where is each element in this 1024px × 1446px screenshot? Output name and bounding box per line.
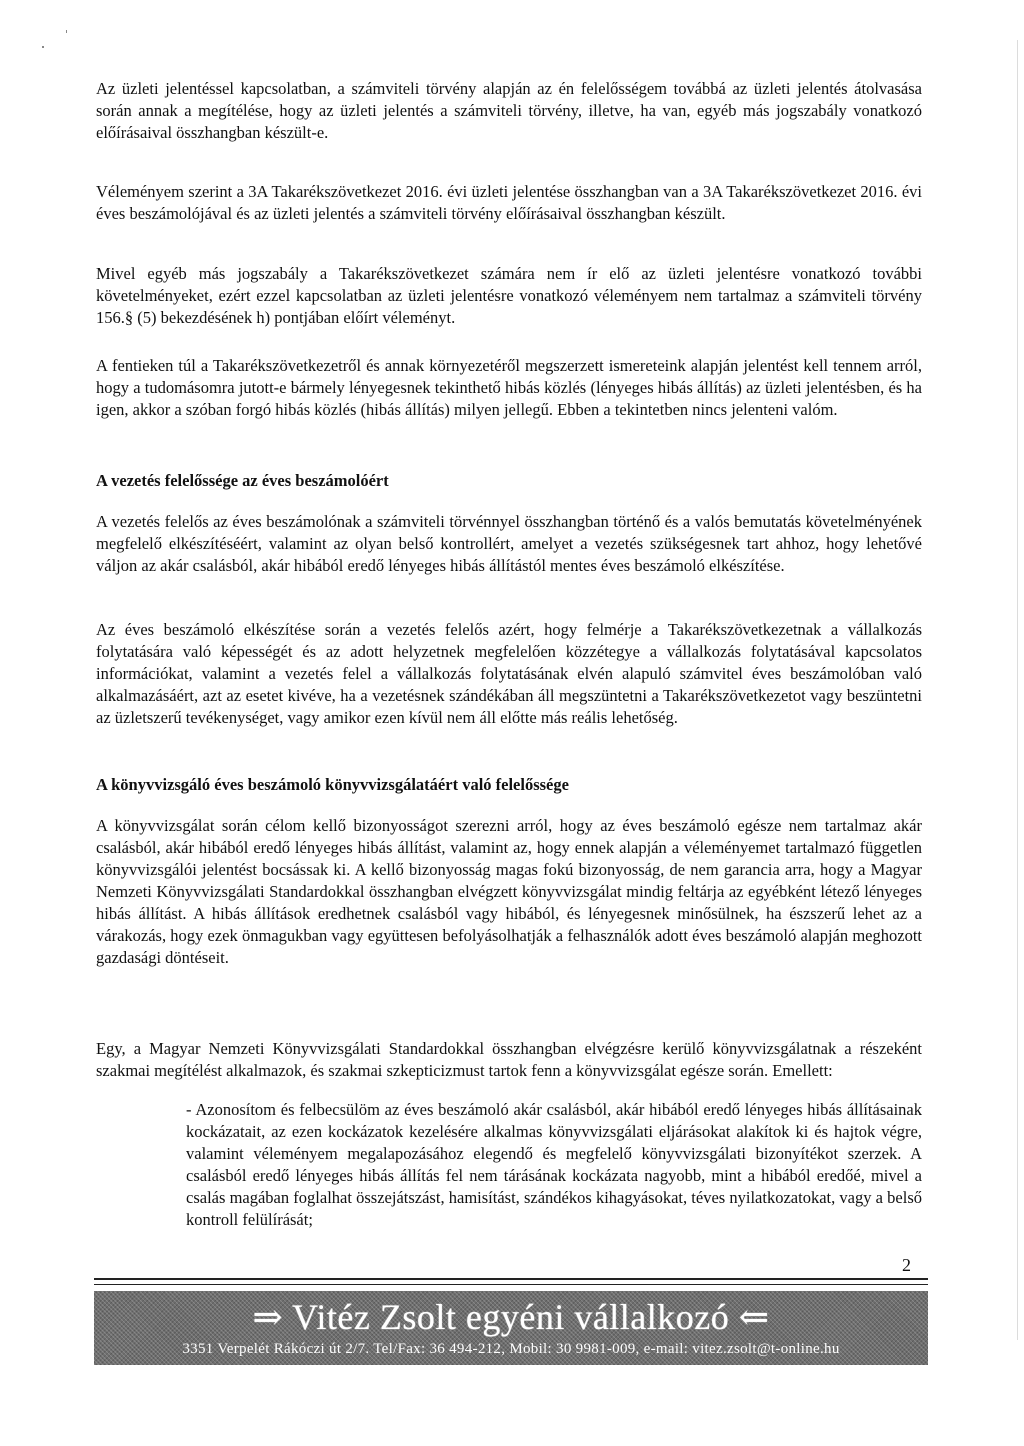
section-heading-management-responsibility: A vezetés felelőssége az éves beszámolóért (96, 471, 389, 490)
footer-letterhead (94, 1291, 928, 1365)
section-heading-auditor-responsibility: A könyvvizsgáló éves beszámoló könyvvizsgálatáért való felelőssége (96, 775, 569, 794)
footer-contact-info: 3351 Verpelét Rákóczi út 2/7. Tel/Fax: 36 494-212, Mobil: 30 9981-009, e-mail: vitez.zsolt@t-online.hu (182, 1341, 840, 1357)
scan-speck (66, 30, 67, 33)
paragraph-opinion-business-report: Véleményem szerint a 3A Takarékszövetkezet 2016. évi üzleti jelentése összhangban van a 3A Takarékszövetkezet 2016. évi éves beszámolójával és az üzleti jelentés a számviteli törvény előírásaival összhangban készült. (96, 182, 922, 223)
footer-divider (94, 1284, 928, 1285)
paragraph-audit-objective: A könyvvizsgálat során célom kellő bizonyosságot szerezni arról, hogy az éves beszámoló egésze nem tartalmaz akár csalásból, akár hibából eredő lényeges hibás állítást, valamint az, hogy ennek alapján a véleményemet tartalmazó független könyvvizsgálói jelentést bocsássak ki. A kellő bizonyosság magas fokú bizonyosság, de nem garancia arra, hogy a Magyar Nemzeti Könyvvizsgálati Standardokkal összhangban elvégzett könyvvizsgálat mindig feltárja az egyébként létező lényeges hibás állítást. A hibás állítások eredhetnek csalásból vagy hibából, és lényegesnek minősülnek, ha észszerű lehet az a várakozás, hogy ezek önmagukban vagy együttesen befolyásolhatják a felhasználók adott éves beszámoló alapján meghozott gazdasági döntéseit. (96, 816, 922, 967)
scan-speck (42, 46, 44, 48)
paragraph-professional-judgement: Egy, a Magyar Nemzeti Könyvvizsgálati Standardokkal összhangban elvégzésre kerülő könyvvizsgálatnak a részeként szakmai megítélést alkalmazok, és szakmai szkepticizmust tartok fenn a könyvvizsgálat egésze során. Emellett: (96, 1039, 922, 1080)
paragraph-management-responsible: A vezetés felelős az éves beszámolónak a számviteli törvénnyel összhangban történő és a valós bemutatás követelményének megfelelő elkészítéséért, valamint az olyan belső kontrollért, amelyet a vezetés szükségesnek tart ahhoz, hogy lehetővé váljon az akár csalásból, akár hibából eredő lényeges hibás állítástól mentes éves beszámoló elkészítése. (96, 512, 922, 575)
footer-company-name: ⇒ Vitéz Zsolt egyéni vállalkozó ⇐ (252, 1297, 770, 1337)
footer-divider (94, 1278, 928, 1280)
paragraph-business-report-responsibility: Az üzleti jelentéssel kapcsolatban, a számviteli törvény alapján az én felelősségem továbbá az üzleti jelentés átolvasása során annak a megítélése, hogy az üzleti jelentés a számviteli törvény, illetve, ha van, egyéb más jogszabály vonatkozó előírásaival összhangban készült-e. (96, 79, 922, 142)
scan-edge (1017, 40, 1018, 1340)
page-number: 2 (902, 1255, 911, 1275)
paragraph-other-regulations: Mivel egyéb más jogszabály a Takarékszövetkezet számára nem ír elő az üzleti jelentésre vonatkozó további követelményeket, ezért ezzel kapcsolatban az üzleti jelentésre vonatkozó véleményem nem tartalmaz a számviteli törvény 156.§ (5) bekezdésének h) pontjában előírt véleményt. (96, 264, 922, 327)
paragraph-going-concern: Az éves beszámoló elkészítése során a vezetés felelős azért, hogy felmérje a Takarékszövetkezetnak a vállalkozás folytatására való képességét és az adott helyzetnek megfelelően közzétegye a vállalkozás folytatásával kapcsolatos információkat, valamint a vezetés felel a vállalkozás folytatásának elvén alapuló számvitel éves beszámolóban való alkalmazásáért, azt az esetet kivéve, ha a vezetésnek szándékában áll megszüntetni a Takarékszövetkezetot vagy beszüntetni az üzletszerű tevékenységet, vagy amikor ezen kívül nem áll előtte más reális lehetőség. (96, 620, 922, 727)
paragraph-misstatement-reporting: A fentieken túl a Takarékszövetkezetről és annak környezetéről megszerzett ismereteink alapján jelentést kell tennem arról, hogy a tudomásomra jutott-e bármely lényegesnek tekinthető hibás közlés (lényeges hibás állítás) az üzleti jelentésben, és ha igen, akkor a szóban forgó hibás közlés (hibás állítás) milyen jellegű. Ebben a tekintetben nincs jelenteni valóm. (96, 356, 922, 419)
list-item-risk-assessment: - Azonosítom és felbecsülöm az éves beszámoló akár csalásból, akár hibából eredő lényeges hibás állításainak kockázatait, az ezen kockázatok kezelésére alkalmas könyvvizsgálati eljárásokat alakítok ki és hajtok végre, valamint véleményem megalapozásához elegendő és megfelelő könyvvizsgálati bizonyítékot szerzek. A csalásból eredő lényeges hibás állítás fel nem tárásának kockázata nagyobb, mint a hibából eredőé, mivel a csalás magában foglalhat összejátszást, hamisítást, szándékos kihagyásokat, téves nyilatkozatokat, vagy a belső kontroll felülírását; (186, 1100, 922, 1229)
